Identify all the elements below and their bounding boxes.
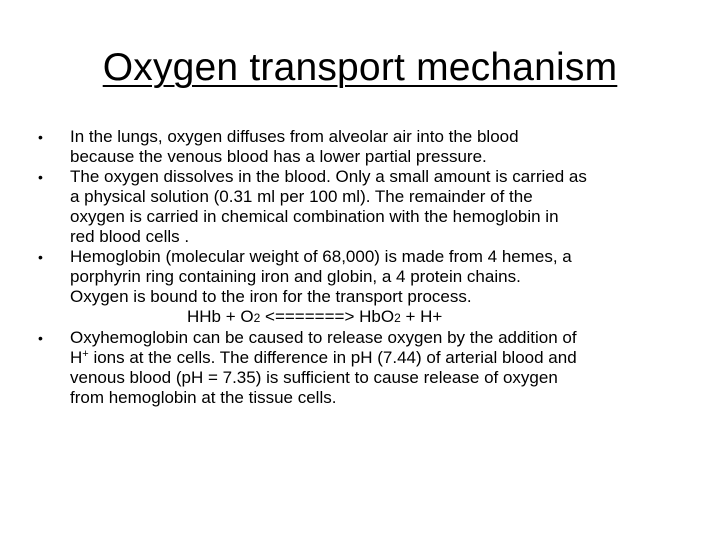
bullet-text-line: a physical solution (0.31 ml per 100 ml). The remainder of the — [70, 187, 533, 206]
chemical-equation — [0, 307, 720, 328]
equation-left-subscript: 2 — [253, 311, 261, 325]
bullet-item-3 — [0, 247, 720, 328]
bullet-text-line: Oxygen is bound to the iron for the transport process. — [70, 287, 472, 306]
bullet-text-line: The oxygen dissolves in the blood. Only a small amount is carried as — [70, 167, 587, 186]
bullet-marker: • — [38, 249, 43, 265]
equation-left: HHb + O — [187, 307, 254, 326]
bullet-text-line: Oxyhemoglobin can be caused to release oxygen by the addition of — [70, 328, 577, 347]
bullet-item-4 — [0, 328, 720, 408]
bullet-marker: • — [38, 129, 43, 145]
bullet-marker: • — [38, 330, 43, 346]
bullet-text-line: red blood cells . — [70, 227, 190, 246]
bullet-text-line: In the lungs, oxygen diffuses from alveolar air into the blood — [70, 127, 519, 146]
bullet-text-line: because the venous blood has a lower partial pressure. — [70, 147, 487, 166]
bullet-text-line: from hemoglobin at the tissue cells. — [70, 388, 337, 407]
bullet-text-line: porphyrin ring containing iron and globin, a 4 protein chains. — [70, 267, 521, 286]
bullet-text-line — [0, 348, 720, 368]
equation-tail: + H+ — [400, 307, 443, 326]
slide-title: Oxygen transport mechanism — [102, 46, 618, 89]
charge-superscript: + — [82, 348, 89, 360]
hydrogen-ion-symbol: H — [70, 348, 83, 367]
bullet-text-line: oxygen is carried in chemical combination with the hemoglobin in — [70, 207, 559, 226]
equation-arrow: <=======> Hb — [260, 307, 381, 326]
bullet-item-1 — [0, 127, 720, 167]
bullet-item-2 — [0, 167, 720, 247]
bullet-text-line: Hemoglobin (molecular weight of 68,000) is made from 4 hemes, a — [70, 247, 572, 266]
bullet-marker: • — [38, 169, 43, 185]
bullet-list — [0, 127, 720, 408]
equation-right-subscript: 2 — [394, 311, 401, 325]
bullet-text-fragment: ions at the cells. The difference in pH (7.44) of arterial blood and — [88, 348, 577, 367]
equation-right: O — [380, 307, 395, 326]
bullet-text-line: venous blood (pH = 7.35) is sufficient to cause release of oxygen — [70, 368, 558, 387]
